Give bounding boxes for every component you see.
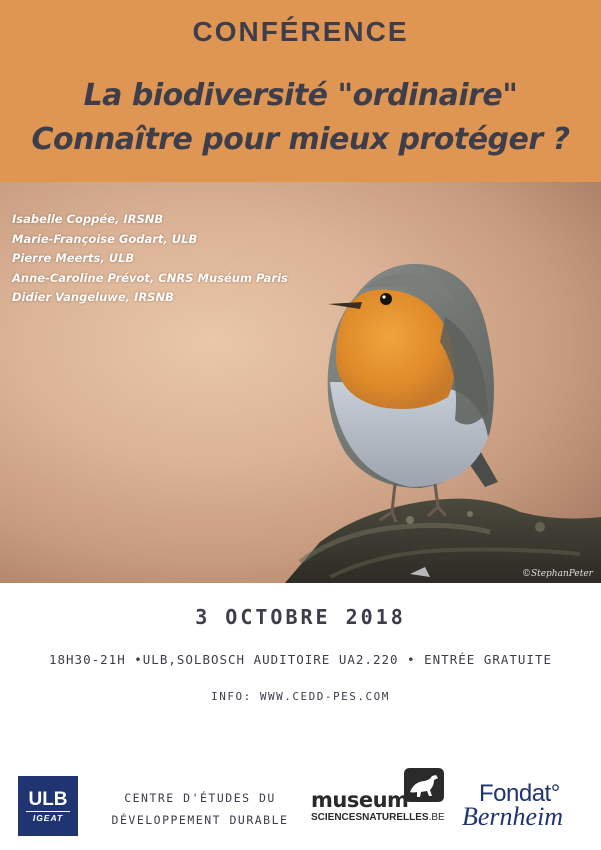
speaker-item: Marie-Françoise Godart, ULB (12, 231, 198, 246)
conference-label: CONFÉRENCE (192, 16, 409, 47)
bernheim-line-2: Bernheim (462, 802, 564, 831)
museum-subtitle-suffix: .BE (428, 812, 445, 823)
ulb-logo-divider (26, 811, 70, 812)
speaker-item: Pierre Meerts, ULB (12, 251, 135, 265)
event-date: 3 OCTOBRE 2018 (195, 605, 406, 629)
photo-credit: ©StephanPeter (521, 569, 593, 579)
speakers-list (12, 210, 288, 308)
cedd-line-1: CENTRE D'ÉTUDES DU (124, 791, 276, 805)
speaker-item: Didier Vangeluwe, IRSNB (12, 290, 174, 304)
igeat-logo-text: IGEAT (32, 813, 64, 823)
title-line-2: Connaître pour mieux protéger ? (31, 122, 570, 157)
cedd-logo (100, 787, 300, 831)
robin-photo (0, 182, 601, 583)
museum-logo (308, 768, 448, 828)
dinosaur-icon (404, 768, 444, 802)
event-info-link[interactable]: INFO: WWW.CEDD-PES.COM (211, 690, 390, 703)
museum-subtitle (311, 812, 445, 823)
museum-wordmark: museum (311, 788, 409, 812)
cedd-line-2: DÉVELOPPEMENT DURABLE (111, 813, 289, 827)
museum-subtitle-main: SCIENCESNATURELLES (311, 812, 429, 823)
ulb-logo-text: ULB (28, 789, 68, 810)
fondation-bernheim-logo (462, 780, 592, 830)
event-details: 18H30-21H •ULB,SOLBOSCH AUDITOIRE UA2.220 • ENTRÉE GRATUITE (48, 652, 552, 667)
title-line-1: La biodiversité "ordinaire" (83, 78, 518, 113)
speaker-item: Anne-Caroline Prévot, CNRS Muséum Paris (12, 270, 288, 285)
speaker-item: Isabelle Coppée, IRSNB (12, 212, 164, 226)
bernheim-line-1: Fondat° (479, 780, 560, 807)
ulb-igeat-logo (18, 776, 78, 836)
header-banner (0, 0, 601, 182)
